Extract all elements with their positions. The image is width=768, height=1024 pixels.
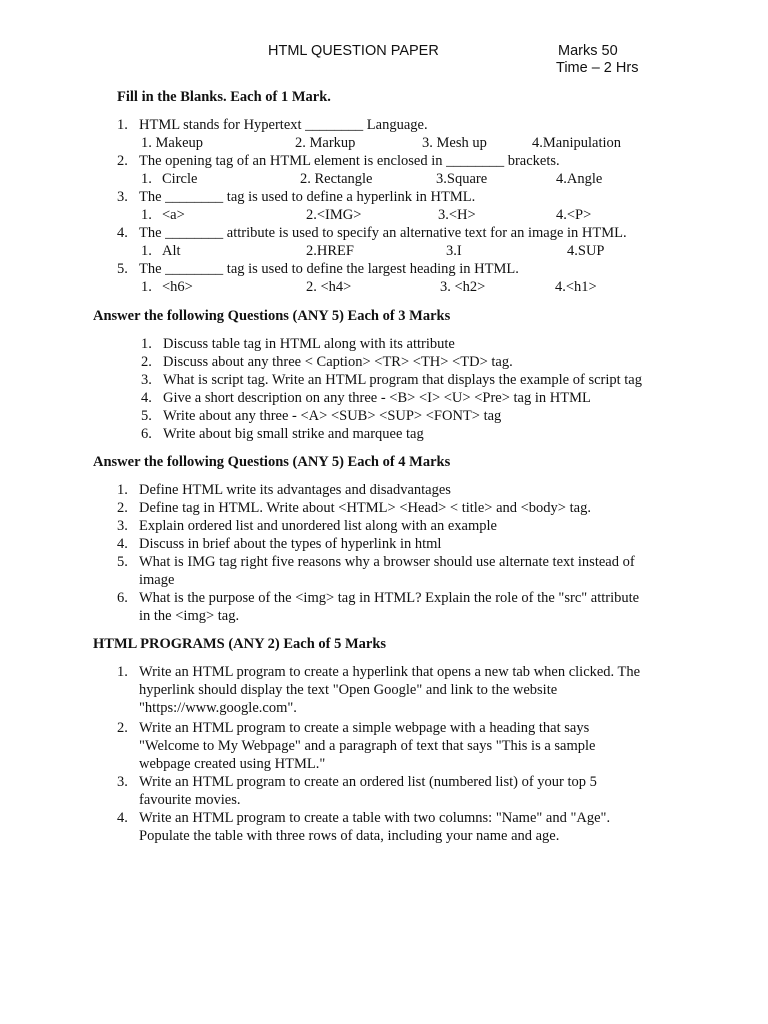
paper-title: HTML QUESTION PAPER bbox=[268, 43, 439, 59]
item-text-continued: hyperlink should display the text "Open Google" and link to the website bbox=[139, 682, 558, 698]
option: Alt bbox=[162, 243, 181, 259]
option: 2. <h4> bbox=[306, 279, 352, 295]
item-number: 2. bbox=[117, 500, 128, 516]
item-text-continued: in the <img> tag. bbox=[139, 608, 240, 624]
option: 2. Markup bbox=[295, 135, 356, 151]
option-number: 1. bbox=[141, 279, 152, 295]
item-text: Discuss in brief about the types of hyperlink in html bbox=[139, 536, 442, 552]
option: 3. Mesh up bbox=[422, 135, 487, 151]
option: 3.<H> bbox=[438, 207, 476, 223]
question-number: 2. bbox=[117, 153, 128, 169]
question-number: 4. bbox=[117, 225, 128, 241]
item-text: Write about big small strike and marquee tag bbox=[163, 426, 424, 442]
option-number: 1. bbox=[141, 171, 152, 187]
option: 4.<P> bbox=[556, 207, 592, 223]
option: 2. Rectangle bbox=[300, 171, 373, 187]
item-text: What is script tag. Write an HTML program that displays the example of script tag bbox=[163, 372, 642, 388]
item-text: Write an HTML program to create an ordered list (numbered list) of your top 5 bbox=[139, 774, 597, 790]
item-text: Give a short description on any three - <B> <I> <U> <Pre> tag in HTML bbox=[163, 390, 591, 406]
item-text: Explain ordered list and unordered list along with an example bbox=[139, 518, 497, 534]
item-text: Write an HTML program to create a simple webpage with a heading that says bbox=[139, 720, 590, 736]
question-text: HTML stands for Hypertext ________ Language. bbox=[139, 117, 428, 133]
option: 4.Angle bbox=[556, 171, 603, 187]
option: 3.Square bbox=[436, 171, 488, 187]
item-number: 1. bbox=[141, 336, 152, 352]
item-text: Write about any three - <A> <SUB> <SUP> <FONT> tag bbox=[163, 408, 502, 424]
item-text-continued: "https://www.google.com". bbox=[139, 700, 297, 716]
section4-heading: HTML PROGRAMS (ANY 2) Each of 5 Marks bbox=[93, 636, 387, 652]
option: 4.Manipulation bbox=[532, 135, 622, 151]
item-number: 2. bbox=[117, 720, 128, 736]
option: 4.<h1> bbox=[555, 279, 597, 295]
question-number: 5. bbox=[117, 261, 128, 277]
question-text: The ________ tag is used to define a hyperlink in HTML. bbox=[139, 189, 476, 205]
section1-heading: Fill in the Blanks. Each of 1 Mark. bbox=[117, 89, 331, 105]
item-number: 4. bbox=[117, 810, 128, 826]
question-number: 1. bbox=[117, 117, 128, 133]
item-number: 6. bbox=[141, 426, 152, 442]
item-number: 1. bbox=[117, 664, 128, 680]
item-number: 5. bbox=[141, 408, 152, 424]
item-number: 2. bbox=[141, 354, 152, 370]
question-text: The ________ tag is used to define the largest heading in HTML. bbox=[139, 261, 519, 277]
option: 3. <h2> bbox=[440, 279, 486, 295]
item-number: 5. bbox=[117, 554, 128, 570]
item-text-continued: favourite movies. bbox=[139, 792, 241, 808]
item-number: 4. bbox=[141, 390, 152, 406]
item-text: Write an HTML program to create a hyperlink that opens a new tab when clicked. The bbox=[139, 664, 641, 680]
item-text: Define HTML write its advantages and disadvantages bbox=[139, 482, 451, 498]
section3-heading: Answer the following Questions (ANY 5) Each of 4 Marks bbox=[93, 454, 451, 470]
item-text: Define tag in HTML. Write about <HTML> <Head> < title> and <body> tag. bbox=[139, 500, 591, 516]
option: <a> bbox=[162, 207, 185, 223]
item-text-continued: "Welcome to My Webpage" and a paragraph of text that says "This is a sample bbox=[139, 738, 596, 754]
question-number: 3. bbox=[117, 189, 128, 205]
item-number: 6. bbox=[117, 590, 128, 606]
item-text-continued: Populate the table with three rows of data, including your name and age. bbox=[139, 828, 560, 844]
time-allowed: Time – 2 Hrs bbox=[556, 60, 639, 76]
item-number: 3. bbox=[117, 774, 128, 790]
question-text: The ________ attribute is used to specify an alternative text for an image in HTML. bbox=[139, 225, 627, 241]
option: 2.<IMG> bbox=[306, 207, 362, 223]
item-text: Discuss table tag in HTML along with its attribute bbox=[163, 336, 455, 352]
item-text-continued: webpage created using HTML." bbox=[139, 756, 326, 772]
item-text: Discuss about any three < Caption> <TR> <TH> <TD> tag. bbox=[163, 354, 513, 370]
option: 2.HREF bbox=[306, 243, 354, 259]
option: 4.SUP bbox=[567, 243, 605, 259]
item-text: What is IMG tag right five reasons why a browser should use alternate text instead of bbox=[139, 554, 635, 570]
item-text-continued: image bbox=[139, 572, 175, 588]
option: Circle bbox=[162, 171, 198, 187]
option: <h6> bbox=[162, 279, 193, 295]
question-text: The opening tag of an HTML element is enclosed in ________ brackets. bbox=[139, 153, 560, 169]
item-number: 3. bbox=[117, 518, 128, 534]
option: 1. Makeup bbox=[141, 135, 204, 151]
option: 3.I bbox=[446, 243, 462, 259]
total-marks: Marks 50 bbox=[558, 43, 618, 59]
item-number: 4. bbox=[117, 536, 128, 552]
section2-heading: Answer the following Questions (ANY 5) Each of 3 Marks bbox=[93, 308, 451, 324]
item-number: 1. bbox=[117, 482, 128, 498]
item-text: What is the purpose of the <img> tag in HTML? Explain the role of the "src" attribute bbox=[139, 590, 640, 606]
option-number: 1. bbox=[141, 243, 152, 259]
option-number: 1. bbox=[141, 207, 152, 223]
item-number: 3. bbox=[141, 372, 152, 388]
item-text: Write an HTML program to create a table with two columns: "Name" and "Age". bbox=[139, 810, 611, 826]
